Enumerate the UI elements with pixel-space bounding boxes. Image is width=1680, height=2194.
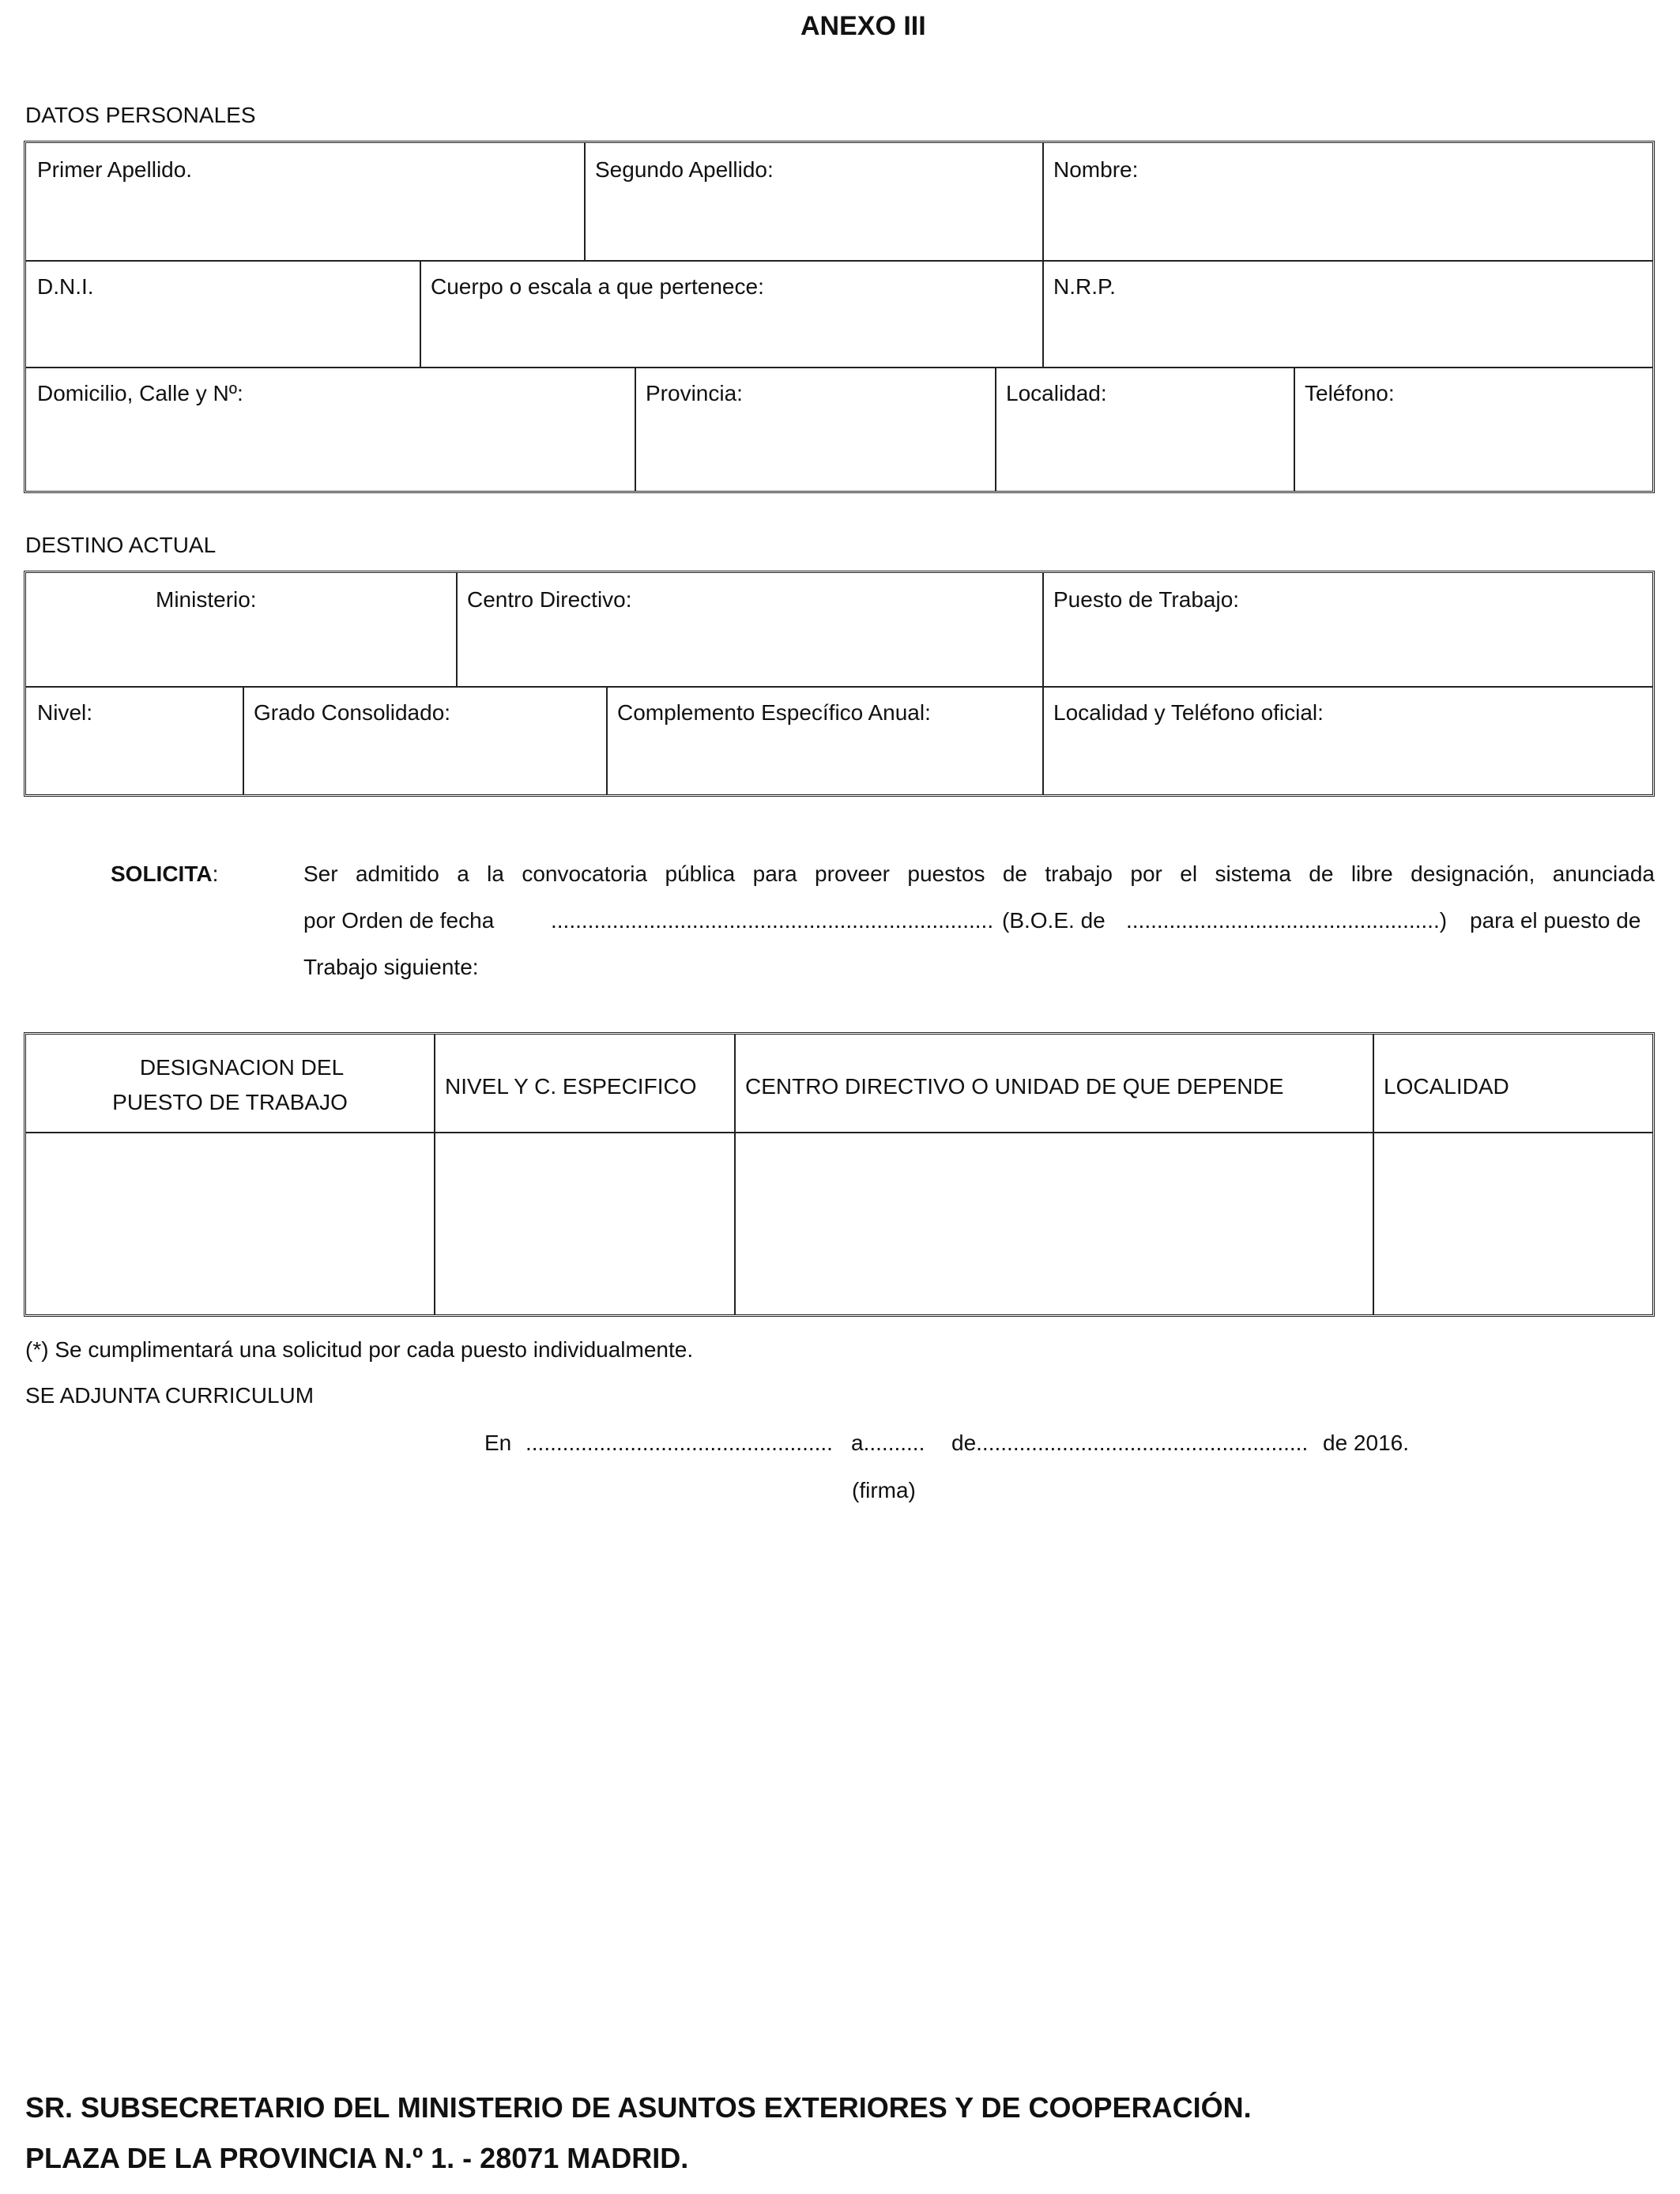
cell-nivel-input[interactable] (435, 1134, 733, 1313)
boe-label: (B.O.E. de (1002, 908, 1106, 933)
field-telefono[interactable]: Teléfono: (1305, 381, 1395, 405)
field-puesto-trabajo[interactable]: Puesto de Trabajo: (1053, 587, 1240, 612)
firma-label: (firma) (852, 1478, 916, 1502)
field-cuerpo-escala[interactable]: Cuerpo o escala a que pertenece: (431, 274, 764, 299)
field-ministerio[interactable]: Ministerio: (156, 587, 257, 612)
solicita-line-1: Ser admitido a la convocatoria pública para proveer puestos de trabajo por el sistema de libre designación, anunciada (303, 861, 1655, 886)
cell-localidad-input[interactable] (1374, 1134, 1652, 1313)
field-nombre[interactable]: Nombre: (1053, 157, 1139, 182)
header-centro-directivo: CENTRO DIRECTIVO O UNIDAD DE QUE DEPENDE (745, 1074, 1284, 1099)
datos-personales-table (24, 141, 1655, 493)
fecha-dia-blank[interactable]: a.......... (851, 1431, 925, 1455)
section-heading-datos-personales: DATOS PERSONALES (25, 103, 256, 127)
orden-fecha-blank[interactable]: ........................................................................ (551, 908, 994, 933)
page-title: ANEXO III (800, 11, 926, 41)
field-localidad[interactable]: Localidad: (1006, 381, 1107, 405)
fecha-mes-blank[interactable]: de...................................................... (951, 1431, 1309, 1455)
header-designacion: DESIGNACION DEL PUESTO DE TRABAJO (112, 1055, 348, 1114)
cell-centro-input[interactable] (736, 1134, 1371, 1313)
destino-actual-table (24, 571, 1655, 797)
boe-fecha-blank[interactable]: ...................................................) (1126, 908, 1448, 933)
fecha-anio: de 2016. (1323, 1431, 1409, 1455)
field-complemento-especifico[interactable]: Complemento Específico Anual: (617, 700, 931, 725)
field-grado-consolidado[interactable]: Grado Consolidado: (254, 700, 451, 725)
field-centro-directivo[interactable]: Centro Directivo: (467, 587, 632, 612)
cell-designacion-input[interactable] (26, 1134, 432, 1313)
note-text: (*) Se cumplimentará una solicitud por cada puesto individualmente. (25, 1337, 694, 1362)
field-provincia[interactable]: Provincia: (646, 381, 743, 405)
solicita-line-3: Trabajo siguiente: (303, 955, 479, 979)
fecha-en-label: En (484, 1431, 512, 1455)
header-localidad: LOCALIDAD (1384, 1074, 1509, 1099)
header-nivel-especifico: NIVEL Y C. ESPECIFICO (445, 1074, 697, 1099)
footer-destinatario: SR. SUBSECRETARIO DEL MINISTERIO DE ASUNTOS EXTERIORES Y DE COOPERACIÓN. (25, 2091, 1252, 2124)
fecha-lugar-blank[interactable]: .................................................. (525, 1431, 833, 1455)
field-primer-apellido[interactable]: Primer Apellido. (37, 157, 193, 182)
field-nivel[interactable]: Nivel: (37, 700, 93, 725)
field-domicilio[interactable]: Domicilio, Calle y Nº: (37, 381, 243, 405)
adjunta-curriculum: SE ADJUNTA CURRICULUM (25, 1383, 315, 1408)
puesto-table (24, 1032, 1655, 1317)
footer-direccion: PLAZA DE LA PROVINCIA N.º 1. - 28071 MADRID. (25, 2142, 689, 2174)
solicita-por-orden: por Orden de fecha (303, 908, 495, 933)
field-segundo-apellido[interactable]: Segundo Apellido: (595, 157, 774, 182)
solicita-para-puesto: para el puesto de (1470, 908, 1641, 933)
field-dni[interactable]: D.N.I. (37, 274, 94, 299)
section-heading-destino-actual: DESTINO ACTUAL (25, 533, 217, 557)
field-nrp[interactable]: N.R.P. (1053, 274, 1116, 299)
field-localidad-telefono-oficial[interactable]: Localidad y Teléfono oficial: (1053, 700, 1324, 725)
solicita-label: SOLICITA: (111, 861, 219, 886)
